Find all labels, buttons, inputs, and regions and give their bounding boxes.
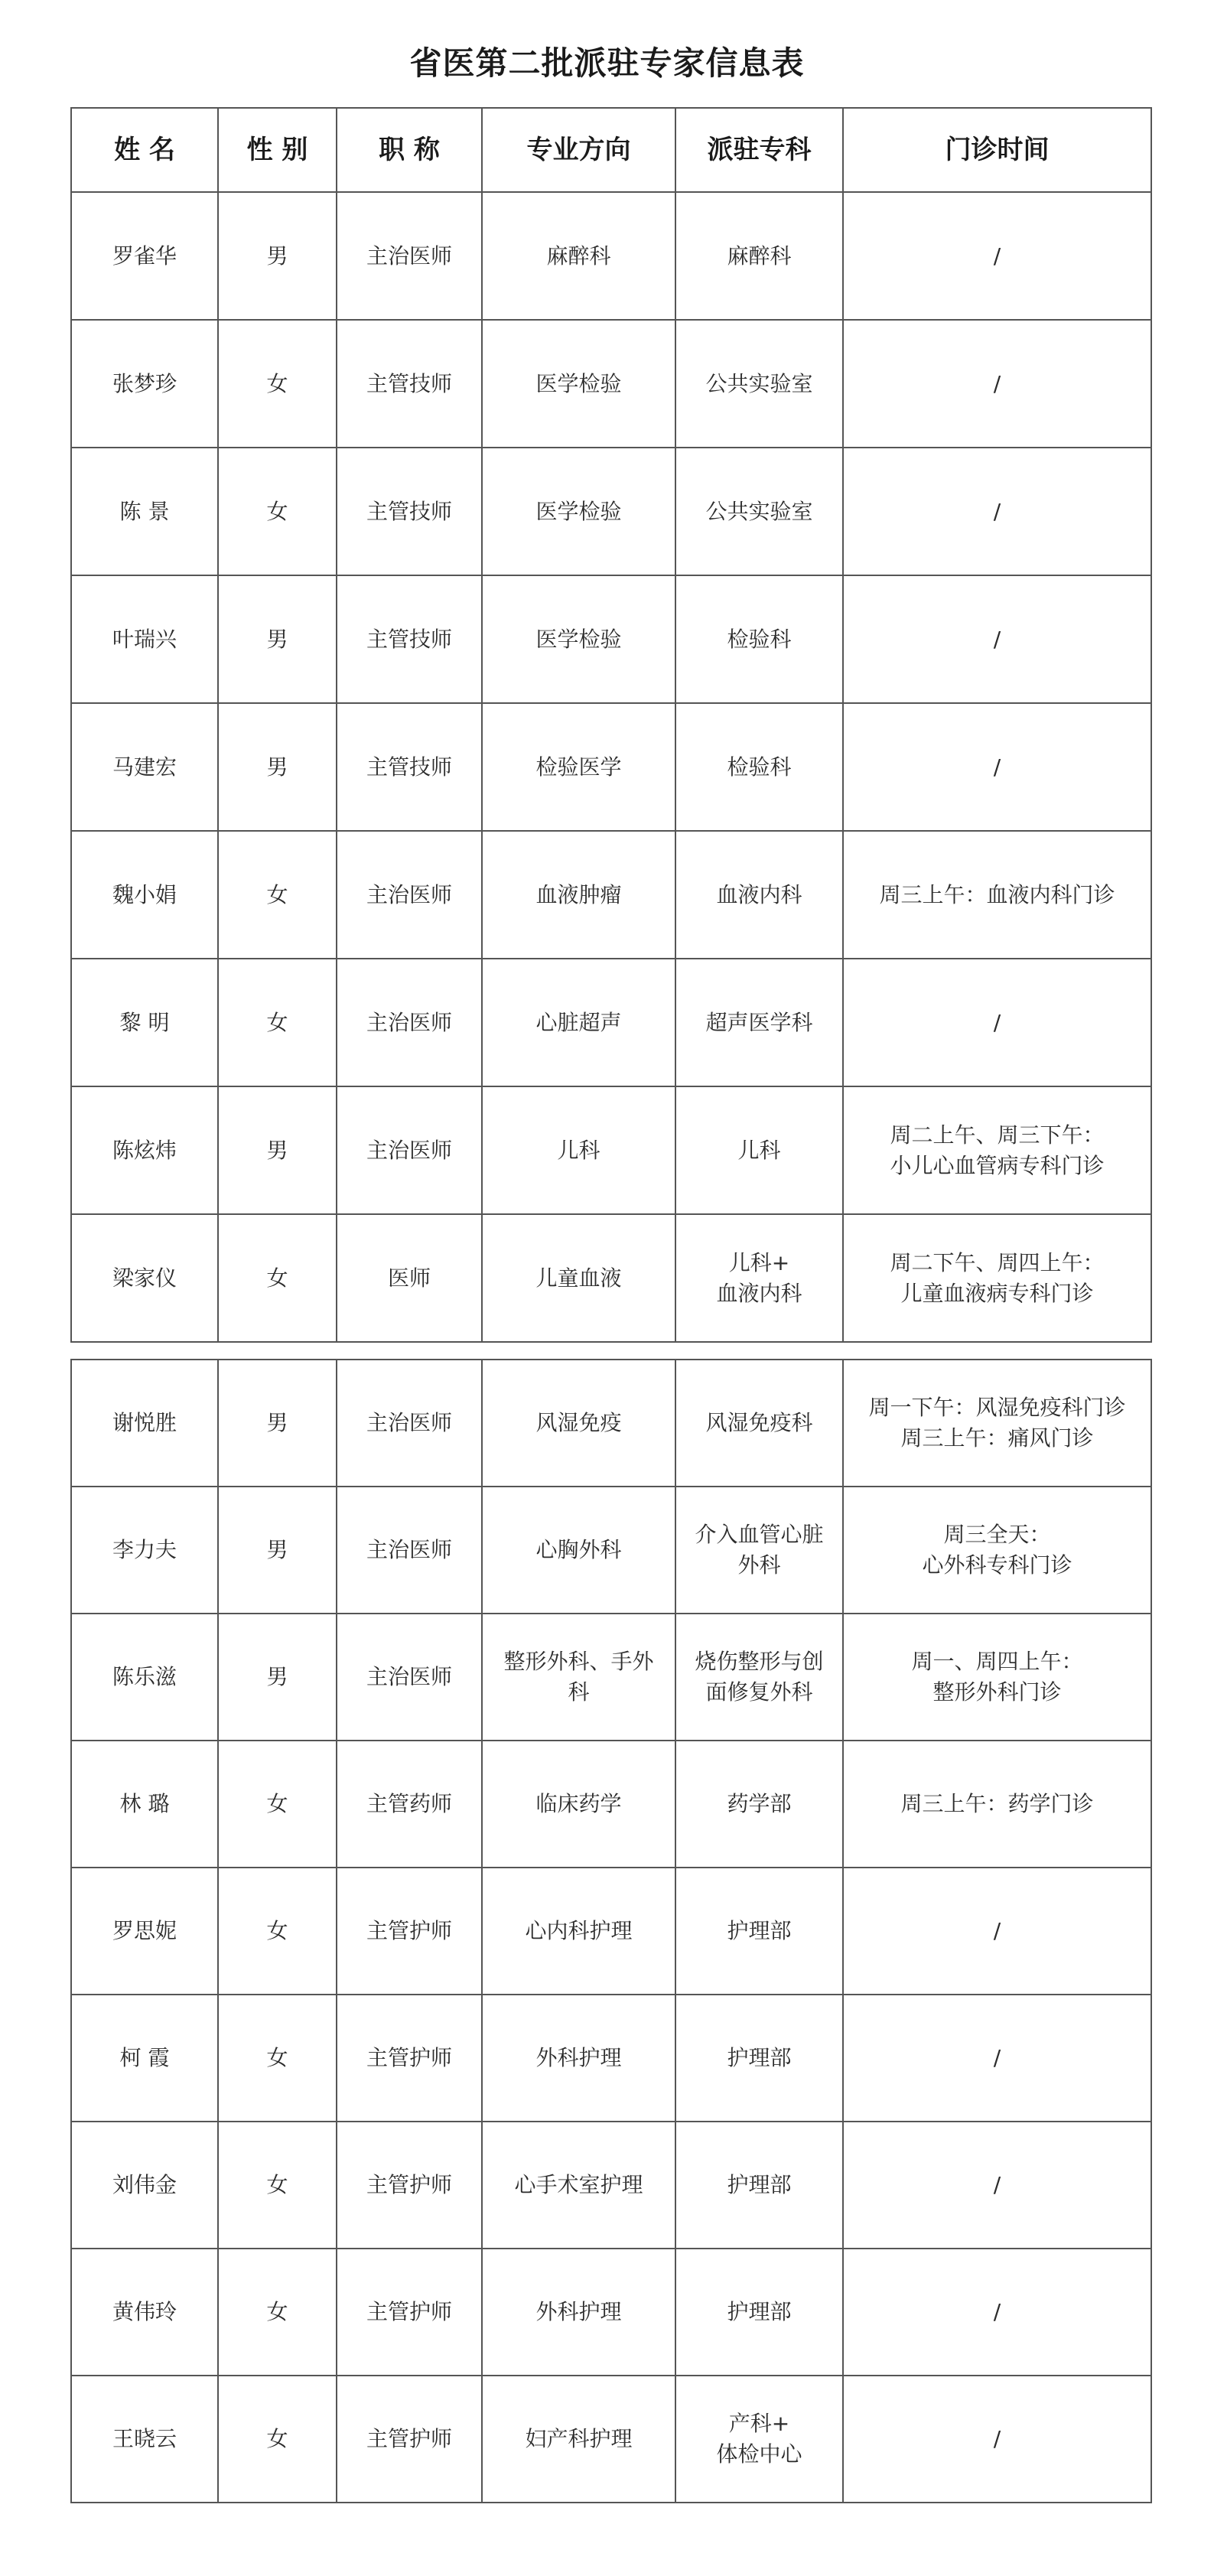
cell-department: 护理部	[675, 1868, 843, 1995]
cell-name: 罗思妮	[71, 1868, 218, 1995]
cell-specialty: 风湿免疫	[482, 1360, 675, 1487]
cell-title: 主管技师	[337, 320, 482, 448]
cell-department: 介入血管心脏 外科	[675, 1487, 843, 1614]
cell-department: 检验科	[675, 575, 843, 703]
cell-name: 马建宏	[71, 703, 218, 831]
cell-specialty: 心胸外科	[482, 1487, 675, 1614]
cell-title: 主管护师	[337, 2376, 482, 2503]
cell-department: 护理部	[675, 2122, 843, 2249]
cell-name: 林 璐	[71, 1741, 218, 1868]
cell-name: 罗雀华	[71, 192, 218, 320]
cell-name: 陈 景	[71, 448, 218, 575]
cell-gender: 女	[218, 2249, 337, 2376]
cell-gender: 男	[218, 575, 337, 703]
cell-name: 李力夫	[71, 1487, 218, 1614]
cell-name: 陈乐滋	[71, 1614, 218, 1741]
cell-gender: 男	[218, 703, 337, 831]
table-row	[71, 959, 1151, 1086]
cell-department: 麻醉科	[675, 192, 843, 320]
cell-name: 刘伟金	[71, 2122, 218, 2249]
cell-clinic-time: /	[843, 320, 1151, 448]
cell-gender: 女	[218, 959, 337, 1086]
table-row	[71, 1086, 1151, 1214]
expert-table-part-1	[70, 107, 1152, 1343]
cell-gender: 女	[218, 320, 337, 448]
cell-specialty: 心脏超声	[482, 959, 675, 1086]
cell-name: 陈炫炜	[71, 1086, 218, 1214]
cell-specialty: 医学检验	[482, 448, 675, 575]
table-row	[71, 1614, 1151, 1741]
cell-clinic-time: /	[843, 703, 1151, 831]
expert-table-part-2-body	[71, 1360, 1151, 2503]
cell-gender: 女	[218, 1214, 337, 1342]
cell-gender: 男	[218, 192, 337, 320]
table-row	[71, 1741, 1151, 1868]
table-row	[71, 2249, 1151, 2376]
header-title: 职 称	[337, 108, 482, 192]
cell-clinic-time: /	[843, 192, 1151, 320]
cell-name: 张梦珍	[71, 320, 218, 448]
cell-specialty: 儿科	[482, 1086, 675, 1214]
table-row	[71, 1868, 1151, 1995]
cell-clinic-time: /	[843, 2122, 1151, 2249]
expert-table-part-2	[70, 1359, 1152, 2503]
cell-name: 叶瑞兴	[71, 575, 218, 703]
cell-specialty: 医学检验	[482, 320, 675, 448]
cell-clinic-time: 周二下午、周四上午： 儿童血液病专科门诊	[843, 1214, 1151, 1342]
cell-gender: 女	[218, 1868, 337, 1995]
cell-title: 主管技师	[337, 448, 482, 575]
cell-clinic-time: 周一、周四上午： 整形外科门诊	[843, 1614, 1151, 1741]
cell-name: 梁家仪	[71, 1214, 218, 1342]
table-row	[71, 2122, 1151, 2249]
cell-department: 护理部	[675, 1995, 843, 2122]
cell-gender: 男	[218, 1487, 337, 1614]
cell-gender: 男	[218, 1614, 337, 1741]
cell-specialty: 整形外科、手外 科	[482, 1614, 675, 1741]
cell-clinic-time: /	[843, 1868, 1151, 1995]
cell-department: 超声医学科	[675, 959, 843, 1086]
cell-title: 主治医师	[337, 959, 482, 1086]
cell-clinic-time: 周二上午、周三下午： 小儿心血管病专科门诊	[843, 1086, 1151, 1214]
cell-name: 黎 明	[71, 959, 218, 1086]
cell-gender: 男	[218, 1360, 337, 1487]
cell-gender: 男	[218, 1086, 337, 1214]
cell-specialty: 儿童血液	[482, 1214, 675, 1342]
cell-specialty: 临床药学	[482, 1741, 675, 1868]
cell-title: 主管护师	[337, 1868, 482, 1995]
cell-department: 护理部	[675, 2249, 843, 2376]
header-department: 派驻专科	[675, 108, 843, 192]
cell-clinic-time: /	[843, 1995, 1151, 2122]
cell-gender: 女	[218, 1995, 337, 2122]
cell-name: 柯 霞	[71, 1995, 218, 2122]
cell-title: 医师	[337, 1214, 482, 1342]
table-row	[71, 1214, 1151, 1342]
cell-clinic-time: 周三上午：药学门诊	[843, 1741, 1151, 1868]
cell-gender: 女	[218, 2376, 337, 2503]
cell-specialty: 医学检验	[482, 575, 675, 703]
table-row	[71, 192, 1151, 320]
cell-specialty: 外科护理	[482, 2249, 675, 2376]
cell-clinic-time: /	[843, 2376, 1151, 2503]
cell-department: 烧伤整形与创 面修复外科	[675, 1614, 843, 1741]
cell-title: 主管护师	[337, 2122, 482, 2249]
cell-title: 主治医师	[337, 1487, 482, 1614]
cell-specialty: 外科护理	[482, 1995, 675, 2122]
cell-specialty: 麻醉科	[482, 192, 675, 320]
table-row	[71, 1360, 1151, 1487]
cell-gender: 女	[218, 1741, 337, 1868]
cell-specialty: 血液肿瘤	[482, 831, 675, 959]
cell-department: 公共实验室	[675, 320, 843, 448]
table-row	[71, 575, 1151, 703]
cell-title: 主管药师	[337, 1741, 482, 1868]
header-specialty: 专业方向	[482, 108, 675, 192]
cell-title: 主治医师	[337, 192, 482, 320]
cell-department: 药学部	[675, 1741, 843, 1868]
cell-department: 儿科+ 血液内科	[675, 1214, 843, 1342]
cell-department: 公共实验室	[675, 448, 843, 575]
table-row	[71, 703, 1151, 831]
cell-clinic-time: 周三全天： 心外科专科门诊	[843, 1487, 1151, 1614]
cell-name: 魏小娟	[71, 831, 218, 959]
cell-specialty: 心手术室护理	[482, 2122, 675, 2249]
table-row	[71, 448, 1151, 575]
cell-clinic-time: /	[843, 448, 1151, 575]
cell-name: 王晓云	[71, 2376, 218, 2503]
cell-gender: 女	[218, 2122, 337, 2249]
cell-title: 主管技师	[337, 575, 482, 703]
header-name: 姓 名	[71, 108, 218, 192]
cell-title: 主治医师	[337, 1614, 482, 1741]
cell-clinic-time: 周一下午：风湿免疫科门诊 周三上午：痛风门诊	[843, 1360, 1151, 1487]
cell-department: 产科+ 体检中心	[675, 2376, 843, 2503]
cell-clinic-time: /	[843, 575, 1151, 703]
cell-name: 谢悦胜	[71, 1360, 218, 1487]
cell-department: 检验科	[675, 703, 843, 831]
cell-specialty: 妇产科护理	[482, 2376, 675, 2503]
cell-name: 黄伟玲	[71, 2249, 218, 2376]
table-row	[71, 320, 1151, 448]
page-title: 省医第二批派驻专家信息表	[409, 44, 805, 82]
cell-title: 主治医师	[337, 831, 482, 959]
cell-title: 主管技师	[337, 703, 482, 831]
cell-clinic-time: /	[843, 2249, 1151, 2376]
cell-title: 主管护师	[337, 2249, 482, 2376]
cell-gender: 女	[218, 448, 337, 575]
cell-department: 儿科	[675, 1086, 843, 1214]
cell-specialty: 心内科护理	[482, 1868, 675, 1995]
header-gender: 性 别	[218, 108, 337, 192]
cell-department: 血液内科	[675, 831, 843, 959]
table-row	[71, 2376, 1151, 2503]
cell-title: 主管护师	[337, 1995, 482, 2122]
table-header-row	[71, 108, 1151, 192]
cell-clinic-time: 周三上午：血液内科门诊	[843, 831, 1151, 959]
table-row	[71, 1995, 1151, 2122]
cell-specialty: 检验医学	[482, 703, 675, 831]
table-row	[71, 1487, 1151, 1614]
cell-title: 主治医师	[337, 1360, 482, 1487]
expert-table-part-1-body	[71, 108, 1151, 1342]
table-row	[71, 831, 1151, 959]
cell-gender: 女	[218, 831, 337, 959]
cell-clinic-time: /	[843, 959, 1151, 1086]
header-clinic-time: 门诊时间	[843, 108, 1151, 192]
cell-title: 主治医师	[337, 1086, 482, 1214]
cell-department: 风湿免疫科	[675, 1360, 843, 1487]
